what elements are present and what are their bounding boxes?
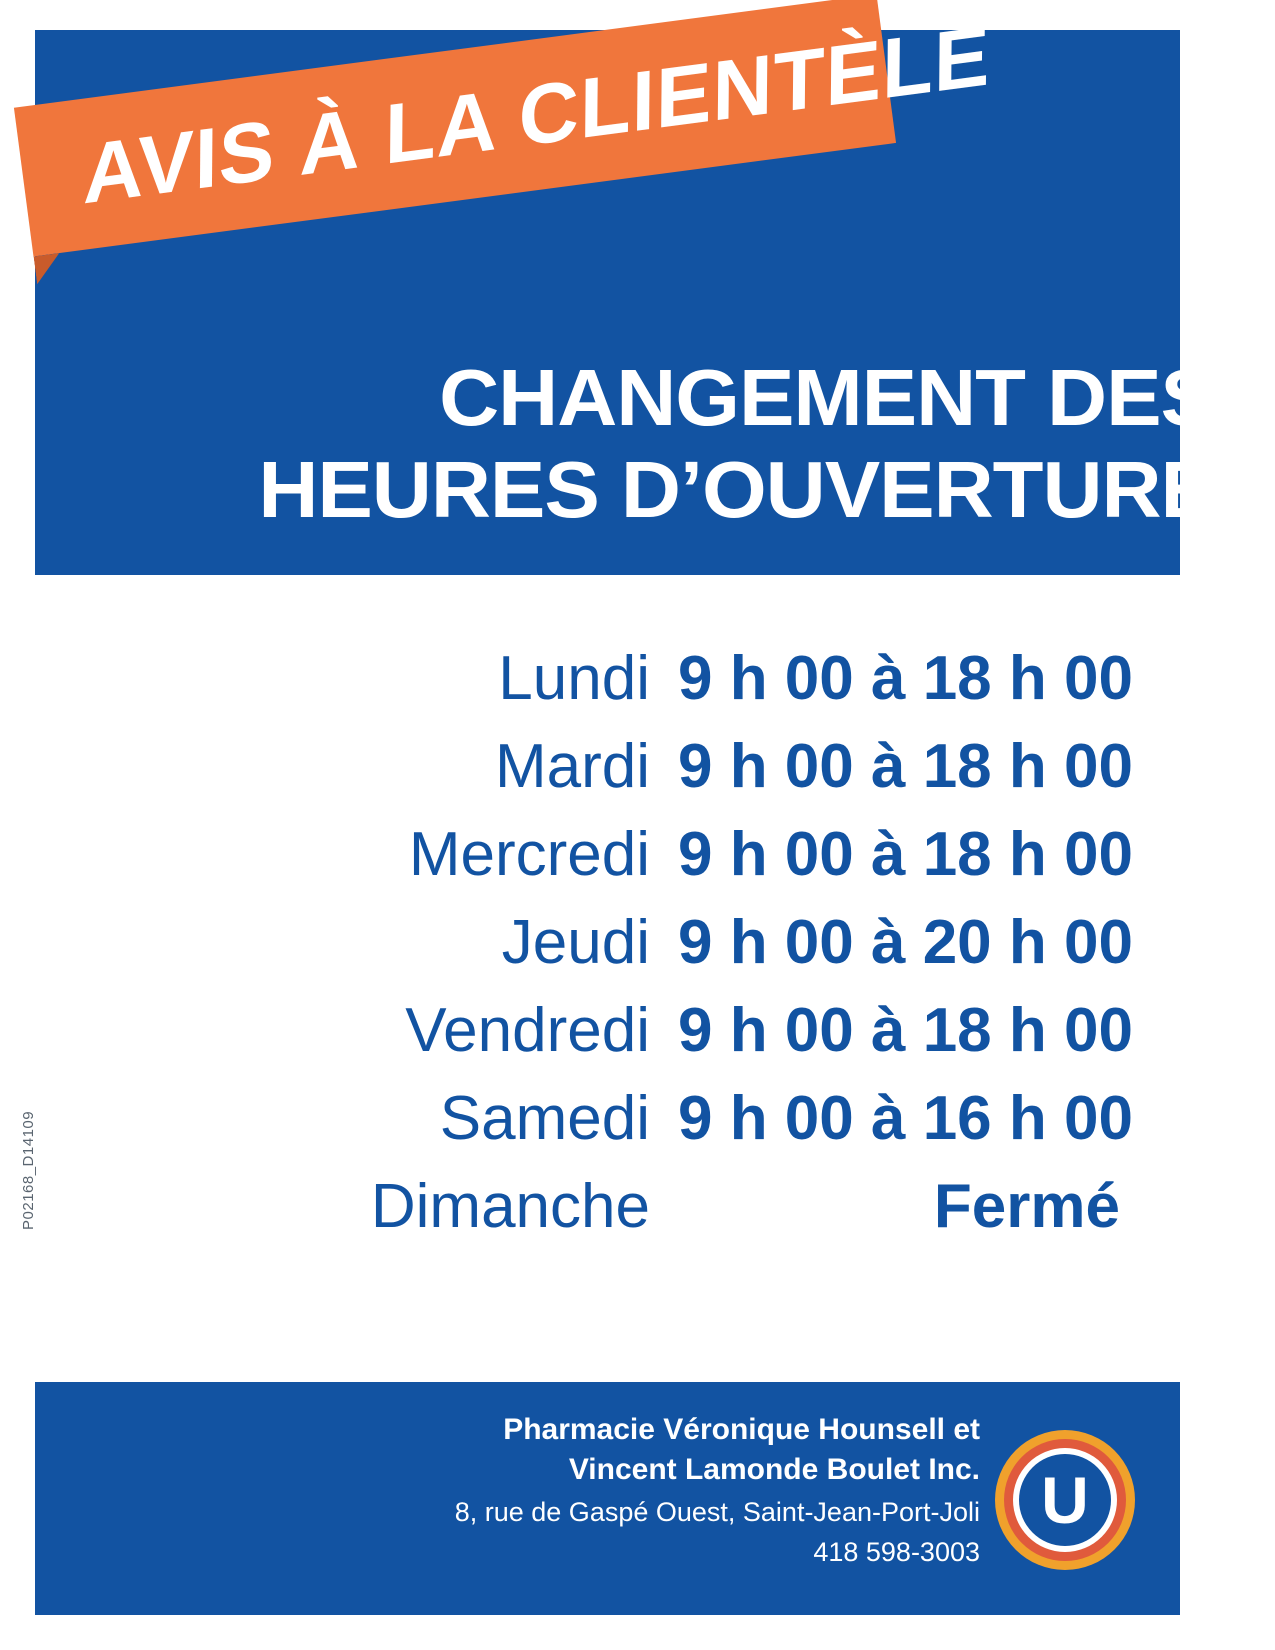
table-row [230, 635, 1133, 723]
table-row [230, 899, 1133, 987]
uniprix-logo-icon [995, 1430, 1135, 1570]
day-label: Mardi [494, 732, 650, 801]
day-hours: 9 h 00 à 18 h 00 [678, 820, 1133, 889]
day-hours: Fermé [933, 1172, 1120, 1241]
table-row [230, 1163, 1120, 1251]
day-label: Lundi [498, 644, 650, 713]
day-label: Samedi [439, 1084, 650, 1153]
pharmacy-name-line-1: Pharmacie Véronique Hounsell et [503, 1413, 980, 1446]
pharmacy-phone: 418 598-3003 [813, 1537, 980, 1567]
day-hours: 9 h 00 à 18 h 00 [678, 996, 1133, 1065]
logo-letter: U [1041, 1463, 1089, 1537]
page-title-line-2: HEURES D’OUVERTURE [258, 445, 1215, 534]
footer-band [35, 1382, 1180, 1615]
day-label: Dimanche [370, 1172, 650, 1241]
table-row [230, 987, 1133, 1075]
document-code: P02168_D14109 [20, 1110, 37, 1230]
day-hours: 9 h 00 à 20 h 00 [678, 908, 1133, 977]
pharmacy-address: 8, rue de Gaspé Ouest, Saint-Jean-Port-Joli [454, 1497, 980, 1527]
table-row [230, 811, 1133, 899]
page-title-line-1: CHANGEMENT DES [439, 353, 1215, 442]
pharmacy-name-line-2: Vincent Lamonde Boulet Inc. [568, 1453, 980, 1486]
day-hours: 9 h 00 à 18 h 00 [678, 644, 1133, 713]
footer-contact [160, 1410, 980, 1572]
table-row [230, 723, 1133, 811]
table-row [230, 1075, 1133, 1163]
day-hours: 9 h 00 à 16 h 00 [678, 1084, 1133, 1153]
ribbon-fold [33, 253, 62, 284]
hours-table [230, 635, 1133, 1251]
day-label: Jeudi [501, 908, 650, 977]
day-label: Mercredi [408, 820, 650, 889]
day-label: Vendredi [405, 996, 650, 1065]
page-title [154, 352, 1215, 536]
day-hours: 9 h 00 à 18 h 00 [678, 732, 1133, 801]
ribbon-label: AVIS À LA CLIENTÈLE [82, 7, 991, 222]
